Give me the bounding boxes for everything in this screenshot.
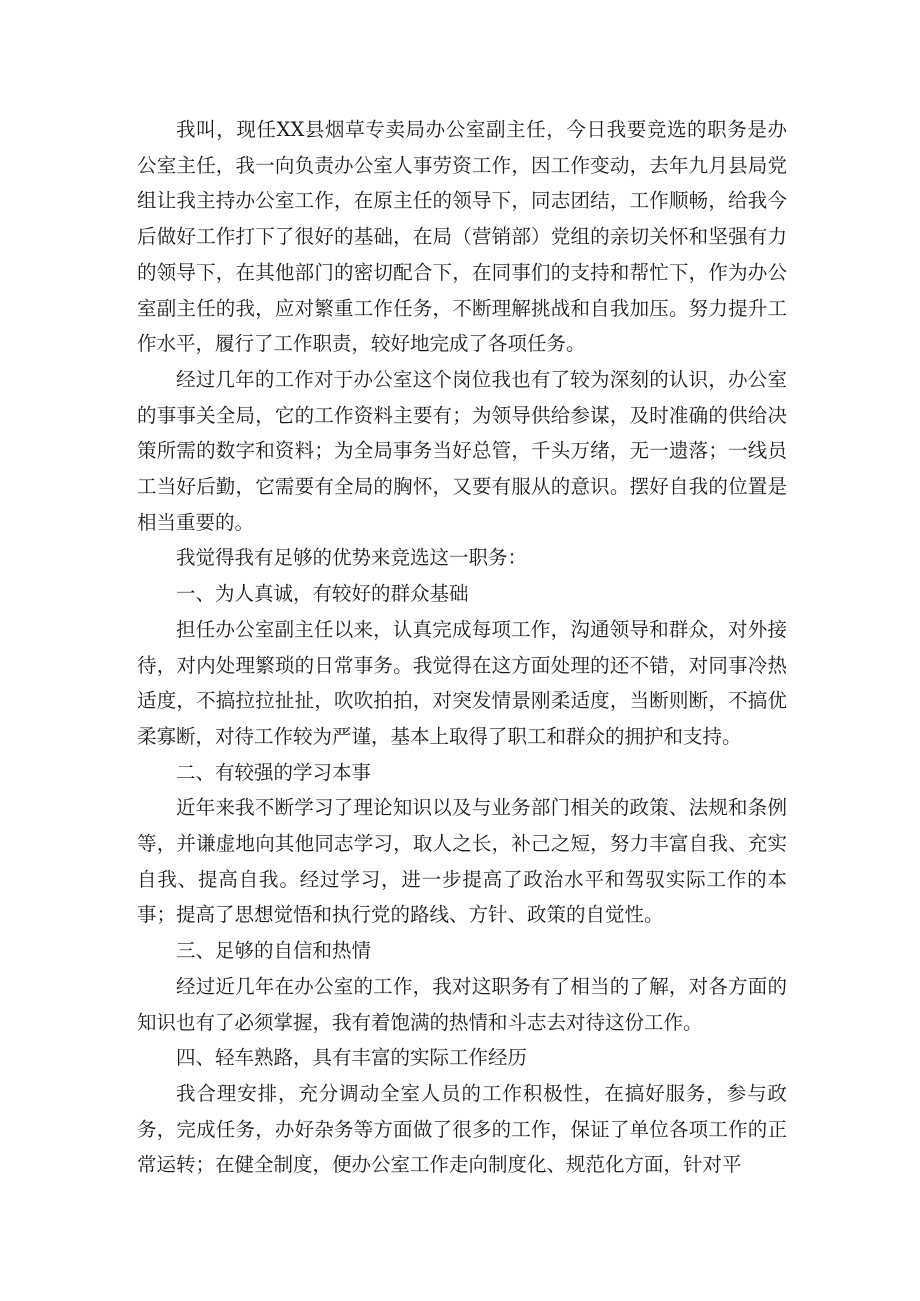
section-heading-1: 一、为人真诚，有较好的群众基础 <box>176 582 469 606</box>
paragraph-intro: 我叫，现任XX县烟草专卖局办公室副主任，今日我要竞选的职务是办公室主任，我一向负责办公室人事劳资工作，因工作变动，去年九月县局党组让我主持办公室工作，在原主任的领导下，同志团结，工作顺畅，给我今后做好工作打下了很好的基础，在局（营销部）党组的亲切关怀和坚强有力的领导下，在其他部门的密切配合下，在同事们的支持和帮忙下，作为办公室副主任的我，应对繁重工作任务，不断理解挑战和自我加压。努力提升工作水平，履行了工作职责，较好地完成了各项任务。 <box>137 118 787 356</box>
section-heading-3: 三、足够的自信和热情 <box>176 939 372 963</box>
paragraph-section-4: 我合理安排，充分调动全室人员的工作积极性，在搞好服务，参与政务，完成任务，办好杂务等方面做了很多的工作，保证了单位各项工作的正常运转；在健全制度，便办公室工作走向制度化、规范化方面，针对平 <box>137 1081 787 1177</box>
paragraph-advantages-lead: 我觉得我有足够的优势来竞选这一职务： <box>176 546 528 570</box>
paragraph-office-understanding: 经过几年的工作对于办公室这个岗位我也有了较为深刻的认识，办公室的事事关全局，它的工作资料主要有；为领导供给参谋，及时准确的供给决策所需的数字和资料；为全局事务当好总管，千头万绪，无一遗落；一线员工当好后勤，它需要有全局的胸怀，又要有服从的意识。摆好自我的位置是相当重要的。 <box>137 367 787 534</box>
section-heading-4: 四、轻车熟路，具有丰富的实际工作经历 <box>176 1046 528 1070</box>
paragraph-section-1: 担任办公室副主任以来，认真完成每项工作，沟通领导和群众，对外接待，对内处理繁琐的日常事务。我觉得在这方面处理的还不错，对同事冷热适度，不搞拉拉扯扯，吹吹拍拍，对突发情景刚柔适度，当断则断，不搞优柔寡断，对待工作较为严谨，基本上取得了职工和群众的拥护和支持。 <box>137 617 787 748</box>
document-page <box>137 112 787 1183</box>
paragraph-section-2: 近年来我不断学习了理论知识以及与业务部门相关的政策、法规和条例等，并谦虚地向其他同志学习，取人之长，补己之短，努力丰富自我、充实自我、提高自我。经过学习，进一步提高了政治水平和驾驭实际工作的本事；提高了思想觉悟和执行党的路线、方针、政策的自觉性。 <box>137 796 787 927</box>
paragraph-section-3: 经过近几年在办公室的工作，我对这职务有了相当的了解，对各方面的知识也有了必须掌握，我有着饱满的热情和斗志去对待这份工作。 <box>137 974 787 1034</box>
section-heading-2: 二、有较强的学习本事 <box>176 760 372 784</box>
